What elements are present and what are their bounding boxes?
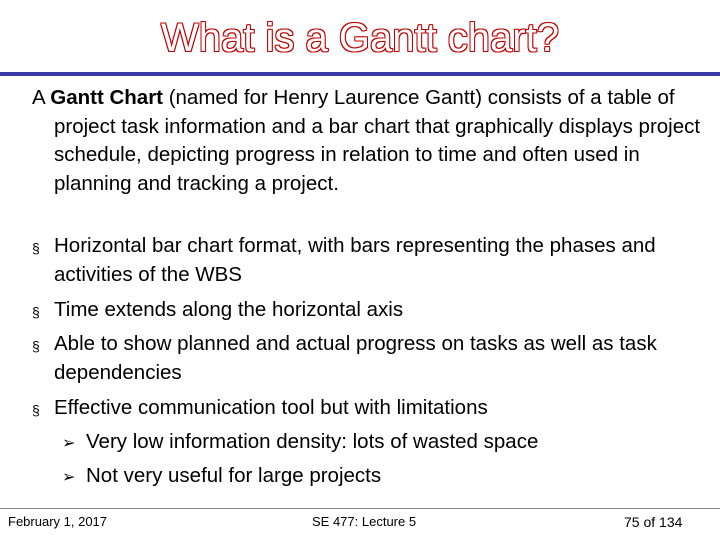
bullet-icon: § <box>32 240 40 256</box>
page-current: 75 <box>624 514 640 530</box>
footer-course: SE 477: Lecture 5 <box>312 514 417 529</box>
intro-paragraph <box>32 84 714 198</box>
footer-page-number <box>624 514 682 530</box>
sub-bullet-item: Not very useful for large projects <box>86 464 382 487</box>
slide-title: What is a Gantt chart? <box>161 16 559 60</box>
arrow-bullet-icon: ➢ <box>62 469 76 486</box>
bullet-item: Effective communication tool but with limitations <box>54 396 488 419</box>
intro-rest: (named for Henry Laurence Gantt) consists of a table of project task information and a bar chart that graphically displays project schedule, depicting progress in relation to time and often used in planning and tracking a project. <box>54 86 701 195</box>
title-divider <box>0 72 720 76</box>
intro-bold-term: Gantt Chart <box>50 86 163 109</box>
bullet-item: Time extends along the horizontal axis <box>54 298 404 321</box>
arrow-bullet-icon: ➢ <box>62 435 76 452</box>
sub-bullet-item: Very low information density: lots of wasted space <box>86 430 539 453</box>
footer-date: February 1, 2017 <box>8 514 108 529</box>
bullet-item: Able to show planned and actual progress on tasks as well as task dependencies <box>54 332 657 384</box>
page-total: of 134 <box>643 514 683 530</box>
intro-prefix: A <box>32 86 51 109</box>
bullet-item: Horizontal bar chart format, with bars representing the phases and activities of the WBS <box>54 234 656 286</box>
bullet-icon: § <box>32 304 40 320</box>
bullet-icon: § <box>32 338 40 354</box>
bullet-icon: § <box>32 402 40 418</box>
footer-divider <box>0 508 720 509</box>
